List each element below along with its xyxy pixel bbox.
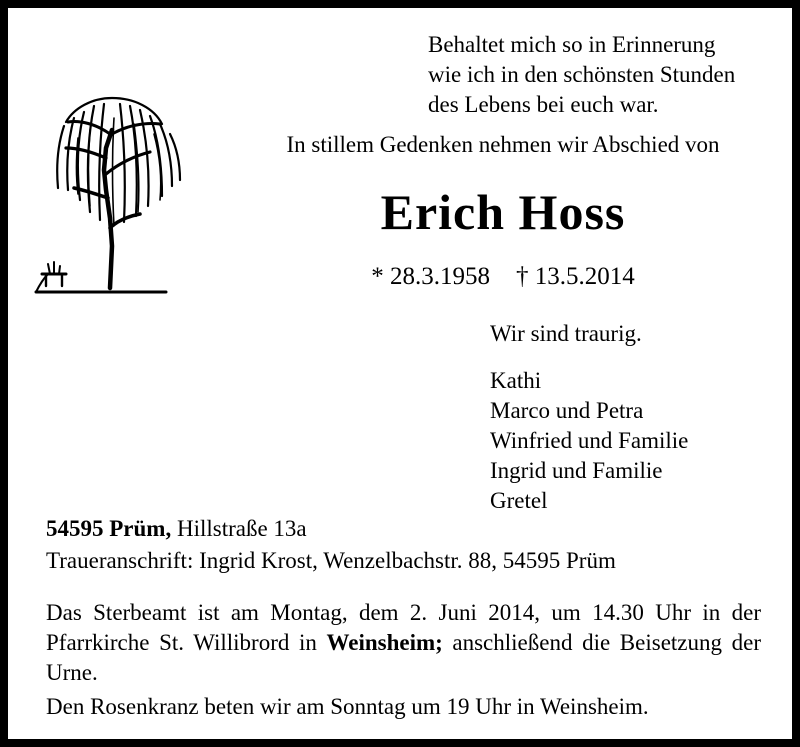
epitaph-line-1: Behaltet mich so in Erinnerung <box>428 32 716 57</box>
sad-line: Wir sind traurig. <box>490 321 642 346</box>
weeping-willow-tree-icon <box>26 78 216 318</box>
address-town: 54595 Prüm, <box>46 516 172 541</box>
address-line <box>46 516 307 542</box>
intro-line: In stillem Gedenken nehmen wir Abschied von <box>286 132 720 157</box>
rosary-line: Den Rosenkranz beten wir am Sonntag um 19 Uhr in Weinsheim. <box>46 694 649 719</box>
life-dates <box>223 263 783 291</box>
list-item: Kathi <box>490 368 542 393</box>
list-item: Gretel <box>490 488 548 513</box>
deceased-name: Erich Hoss <box>380 184 626 240</box>
funeral-service-text <box>46 598 761 688</box>
epitaph-line-2: wie ich in den schönsten Stunden <box>428 62 736 87</box>
service-text-part-1: Das Sterbeamt ist am Montag, dem 2. Juni 2014, um 14.30 Uhr in der Pfarrkirche St. Willibrord in <box>46 600 761 655</box>
list-item: Marco und Petra <box>490 398 644 423</box>
list-item: Ingrid und Familie <box>490 458 663 483</box>
mourning-address: Traueranschrift: Ingrid Krost, Wenzelbachstr. 88, 54595 Prüm <box>46 548 616 573</box>
list-item: Winfried und Familie <box>490 428 689 453</box>
birth-date: * 28.3.1958 <box>371 263 490 290</box>
service-text-part-2: anschließend die Beisetzung der Urne. <box>46 630 761 685</box>
obituary-notice <box>8 8 792 739</box>
epitaph-line-3: des Lebens bei euch war. <box>428 92 659 117</box>
address-street: Hillstraße 13a <box>171 516 307 541</box>
family-list <box>490 366 688 516</box>
death-date: † 13.5.2014 <box>516 263 635 290</box>
epitaph-text <box>428 30 778 120</box>
service-place: Weinsheim; <box>326 630 443 655</box>
